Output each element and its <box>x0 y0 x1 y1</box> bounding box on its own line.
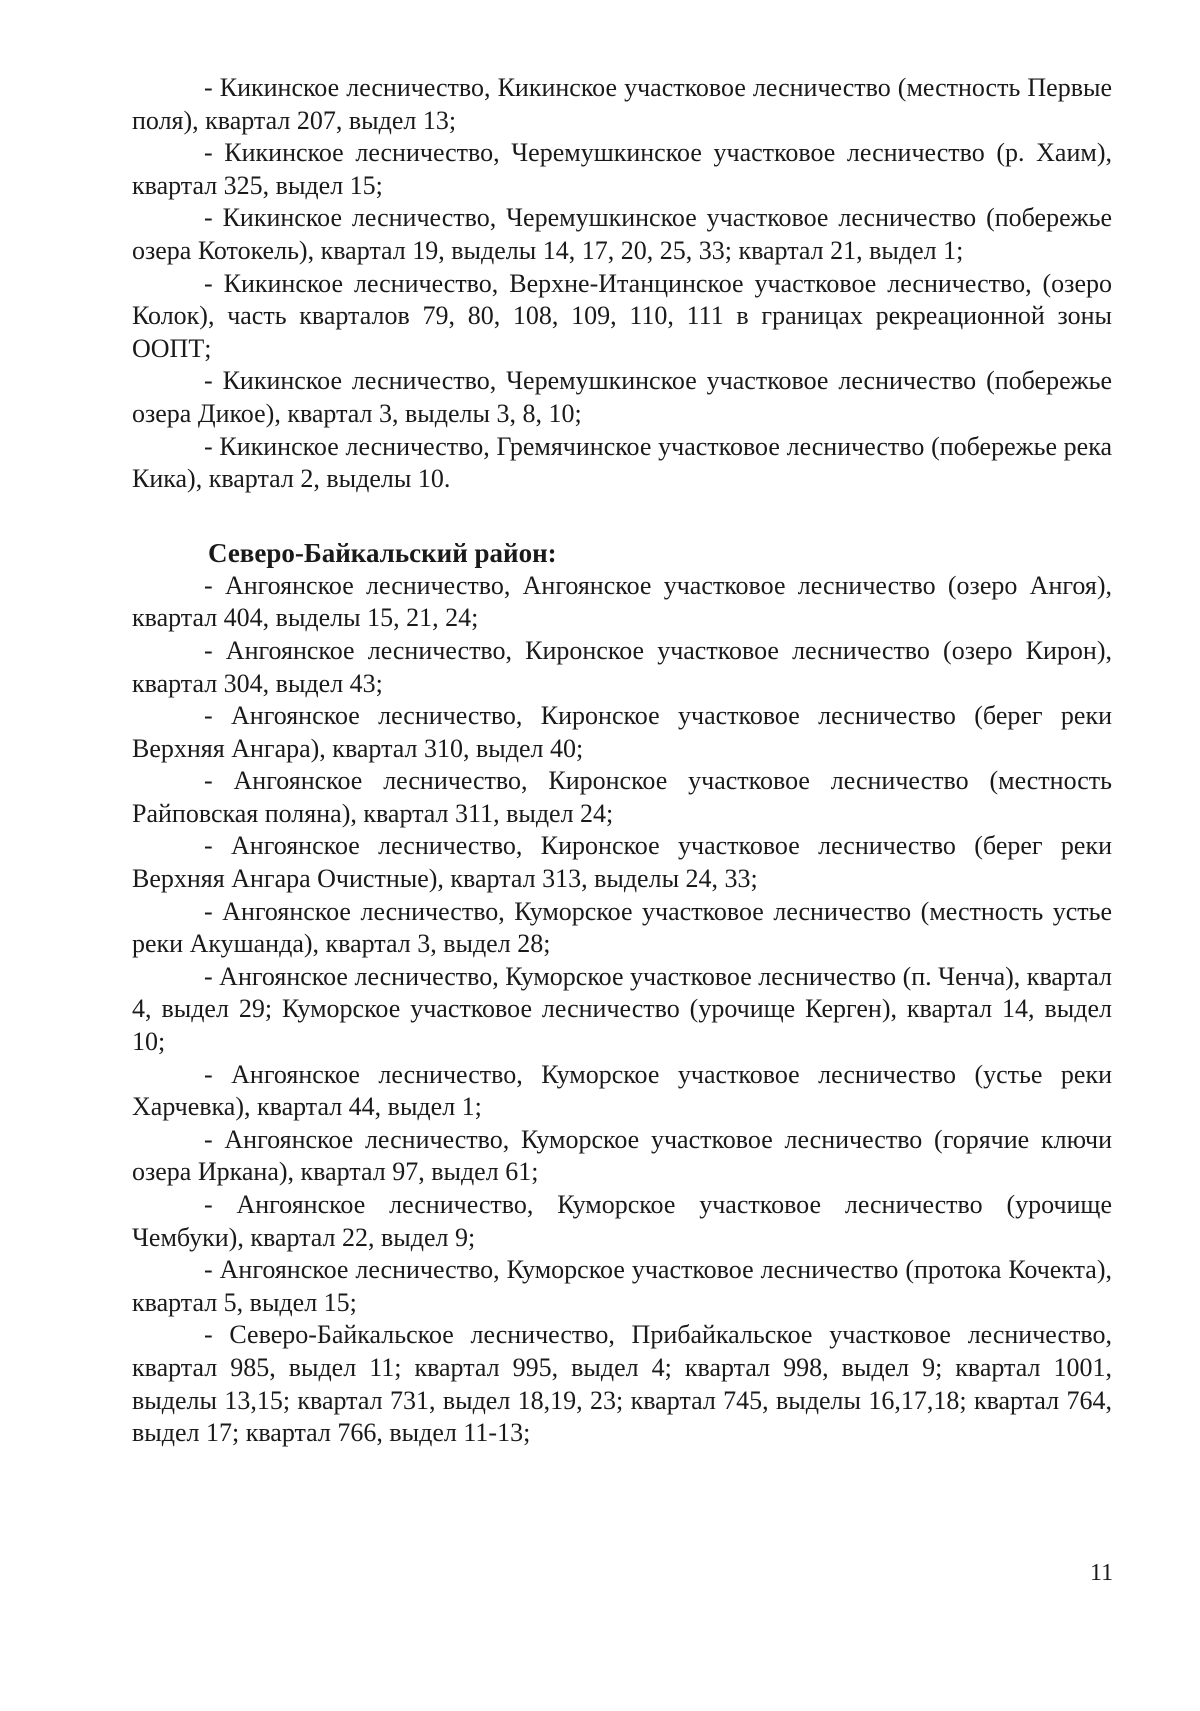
list-item: - Ангоянское лесничество, Киронское участковое лесничество (берег реки Верхняя Ангара), квартал 310, выдел 40; <box>132 701 1112 763</box>
list-item: - Кикинское лесничество, Черемушкинское участковое лесничество (р. Хаим), квартал 325, выдел 15; <box>132 138 1112 200</box>
list-item: - Ангоянское лесничество, Киронское участковое лесничество (местность Райповская поляна), квартал 311, выдел 24; <box>132 766 1112 828</box>
list-item: - Ангоянское лесничество, Куморское участковое лесничество (протока Кочекта), квартал 5, выдел 15; <box>132 1255 1112 1317</box>
list-item: - Ангоянское лесничество, Ангоянское участковое лесничество (озеро Ангоя), квартал 404, выделы 15, 21, 24; <box>132 570 1112 633</box>
page-number: 11 <box>1090 1560 1114 1586</box>
document-body <box>132 72 1112 1450</box>
list-item: - Ангоянское лесничество, Куморское участковое лесничество (местность устье реки Акушанда), квартал 3, выдел 28; <box>132 896 1112 959</box>
list-item: - Ангоянское лесничество, Куморское участковое лесничество (п. Ченча), квартал 4, выдел 29; Куморское участковое лесничество (урочище Керген), квартал 14, выдел 10; <box>132 961 1112 1057</box>
section-spacer <box>132 496 1112 536</box>
list-item: - Кикинское лесничество, Черемушкинское участковое лесничество (побережье озера Котокель), квартал 19, выделы 14, 17, 20, 25, 33; квартал 21, выдел 1; <box>132 203 1112 265</box>
section-heading: Северо-Байкальский район: <box>208 537 557 568</box>
list-item: - Кикинское лесничество, Кикинское участковое лесничество (местность Первые поля), квартал 207, выдел 13; <box>132 73 1112 135</box>
list-item: - Кикинское лесничество, Верхне-Итанцинское участковое лесничество, (озеро Колок), часть кварталов 79, 80, 108, 109, 110, 111 в границах рекреационной зоны ООПТ; <box>132 268 1112 363</box>
list-item: - Ангоянское лесничество, Куморское участковое лесничество (урочище Чембуки), квартал 22, выдел 9; <box>132 1190 1112 1252</box>
list-item: - Ангоянское лесничество, Куморское участковое лесничество (горячие ключи озера Иркана), квартал 97, выдел 61; <box>132 1124 1112 1187</box>
list-item: - Ангоянское лесничество, Куморское участковое лесничество (устье реки Харчевка), квартал 44, выдел 1; <box>132 1059 1112 1122</box>
list-item: - Ангоянское лесничество, Киронское участковое лесничество (берег реки Верхняя Ангара Очистные), квартал 313, выделы 24, 33; <box>132 831 1112 894</box>
list-item: - Кикинское лесничество, Гремячинское участковое лесничество (побережье река Кика), квартал 2, выделы 10. <box>132 431 1112 494</box>
list-item: - Кикинское лесничество, Черемушкинское участковое лесничество (побережье озера Дикое), квартал 3, выделы 3, 8, 10; <box>132 366 1112 428</box>
list-item: - Ангоянское лесничество, Киронское участковое лесничество (озеро Кирон), квартал 304, выдел 43; <box>132 635 1112 698</box>
list-item: - Северо-Байкальское лесничество, Прибайкальское участковое лесничество, квартал 985, выдел 11; квартал 995, выдел 4; квартал 998, выдел 9; квартал 1001, выделы 13,15; квартал 731, выдел 18,19, 23; квартал 745, выделы 16,17,18; квартал 764, выдел 17; квартал 766, выдел 11-13; <box>132 1320 1112 1448</box>
